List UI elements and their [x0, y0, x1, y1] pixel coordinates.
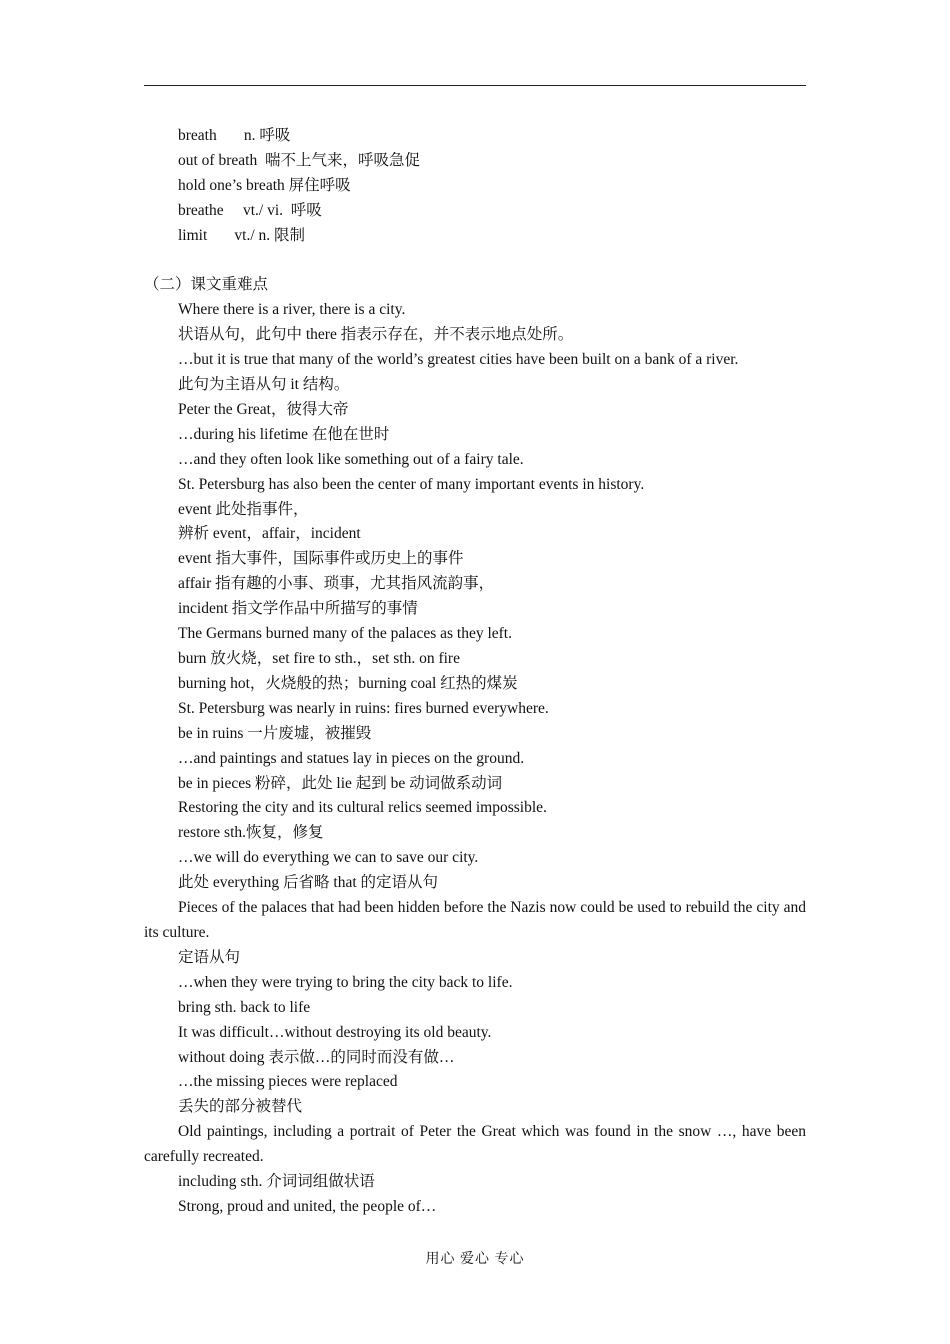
note-line: St. Petersburg was nearly in ruins: fires burned everywhere.	[178, 699, 549, 717]
note-line: incident 指文学作品中所描写的事情	[178, 600, 418, 618]
document-body	[144, 124, 806, 1220]
note-line: …but it is true that many of the world’s greatest cities have been built on a bank of a river.	[178, 351, 739, 369]
note-line: burning hot，火烧般的热；burning coal 红热的煤炭	[178, 674, 518, 692]
note-line: …when they were trying to bring the city back to life.	[178, 973, 513, 991]
note-line: 辨析 event，affair，incident	[178, 525, 361, 543]
note-line: including sth. 介词词组做状语	[178, 1173, 375, 1191]
note-line: Where there is a river, there is a city.	[178, 301, 406, 319]
header-rule	[144, 85, 806, 86]
vocab-line: breath n. 呼吸	[178, 127, 291, 144]
note-line: …during his lifetime 在他在世时	[178, 425, 390, 443]
paragraph: Pieces of the palaces that had been hidden before the Nazis now could be used to rebuild the city and its culture.	[144, 899, 806, 941]
note-line: burn 放火烧，set fire to sth.，set sth. on fire	[178, 650, 460, 668]
note-line: …and they often look like something out of a fairy tale.	[178, 450, 524, 468]
notes-list-3	[144, 1170, 806, 1220]
note-line: 丢失的部分被替代	[178, 1098, 303, 1116]
spacer	[144, 249, 806, 274]
vocab-line: limit vt./ n. 限制	[178, 226, 306, 244]
note-line: affair 指有趣的小事、琐事，尤其指风流韵事，	[178, 575, 495, 593]
note-line: …and paintings and statues lay in pieces on the ground.	[178, 749, 525, 767]
vocab-list	[144, 124, 806, 249]
note-line: The Germans burned many of the palaces as they left.	[178, 625, 512, 643]
note-line: bring sth. back to life	[178, 998, 311, 1016]
note-line: without doing 表示做…的同时而没有做…	[178, 1048, 455, 1066]
note-line: 状语从句，此句中 there 指表示存在，并不表示地点处所。	[178, 326, 574, 344]
note-line: Strong, proud and united, the people of…	[178, 1197, 437, 1215]
note-line: event 此处指事件，	[178, 500, 309, 518]
note-line: Restoring the city and its cultural relics seemed impossible.	[178, 799, 547, 817]
section-title: （二）课文重难点	[144, 276, 269, 294]
page-footer: 用心 爱心 专心	[425, 1252, 525, 1267]
note-line: event 指大事件，国际事件或历史上的事件	[178, 550, 464, 568]
note-line: …the missing pieces were replaced	[178, 1073, 398, 1091]
vocab-line: out of breath 喘不上气来，呼吸急促	[178, 151, 420, 169]
note-line: Peter the Great，彼得大帝	[178, 400, 349, 418]
note-line: 此句为主语从句 it 结构。	[178, 376, 350, 394]
notes-list	[144, 298, 806, 896]
note-line: 定语从句	[178, 948, 241, 966]
vocab-line: hold one’s breath 屏住呼吸	[178, 176, 351, 194]
note-line: 此处 everything 后省略 that 的定语从句	[178, 874, 439, 892]
vocab-line: breathe vt./ vi. 呼吸	[178, 201, 322, 219]
note-line: be in ruins 一片废墟，被摧毁	[178, 724, 372, 742]
note-line: …we will do everything we can to save our city.	[178, 849, 479, 867]
paragraph: Old paintings, including a portrait of Peter the Great which was found in the snow …, have been carefully recreated.	[144, 1123, 806, 1166]
notes-list-2	[144, 946, 806, 1120]
note-line: St. Petersburg has also been the center of many important events in history.	[178, 475, 645, 493]
note-line: be in pieces 粉碎，此处 lie 起到 be 动词做系动词	[178, 774, 503, 792]
note-line: It was difficult…without destroying its old beauty.	[178, 1023, 492, 1041]
note-line: restore sth.恢复，修复	[178, 824, 324, 842]
